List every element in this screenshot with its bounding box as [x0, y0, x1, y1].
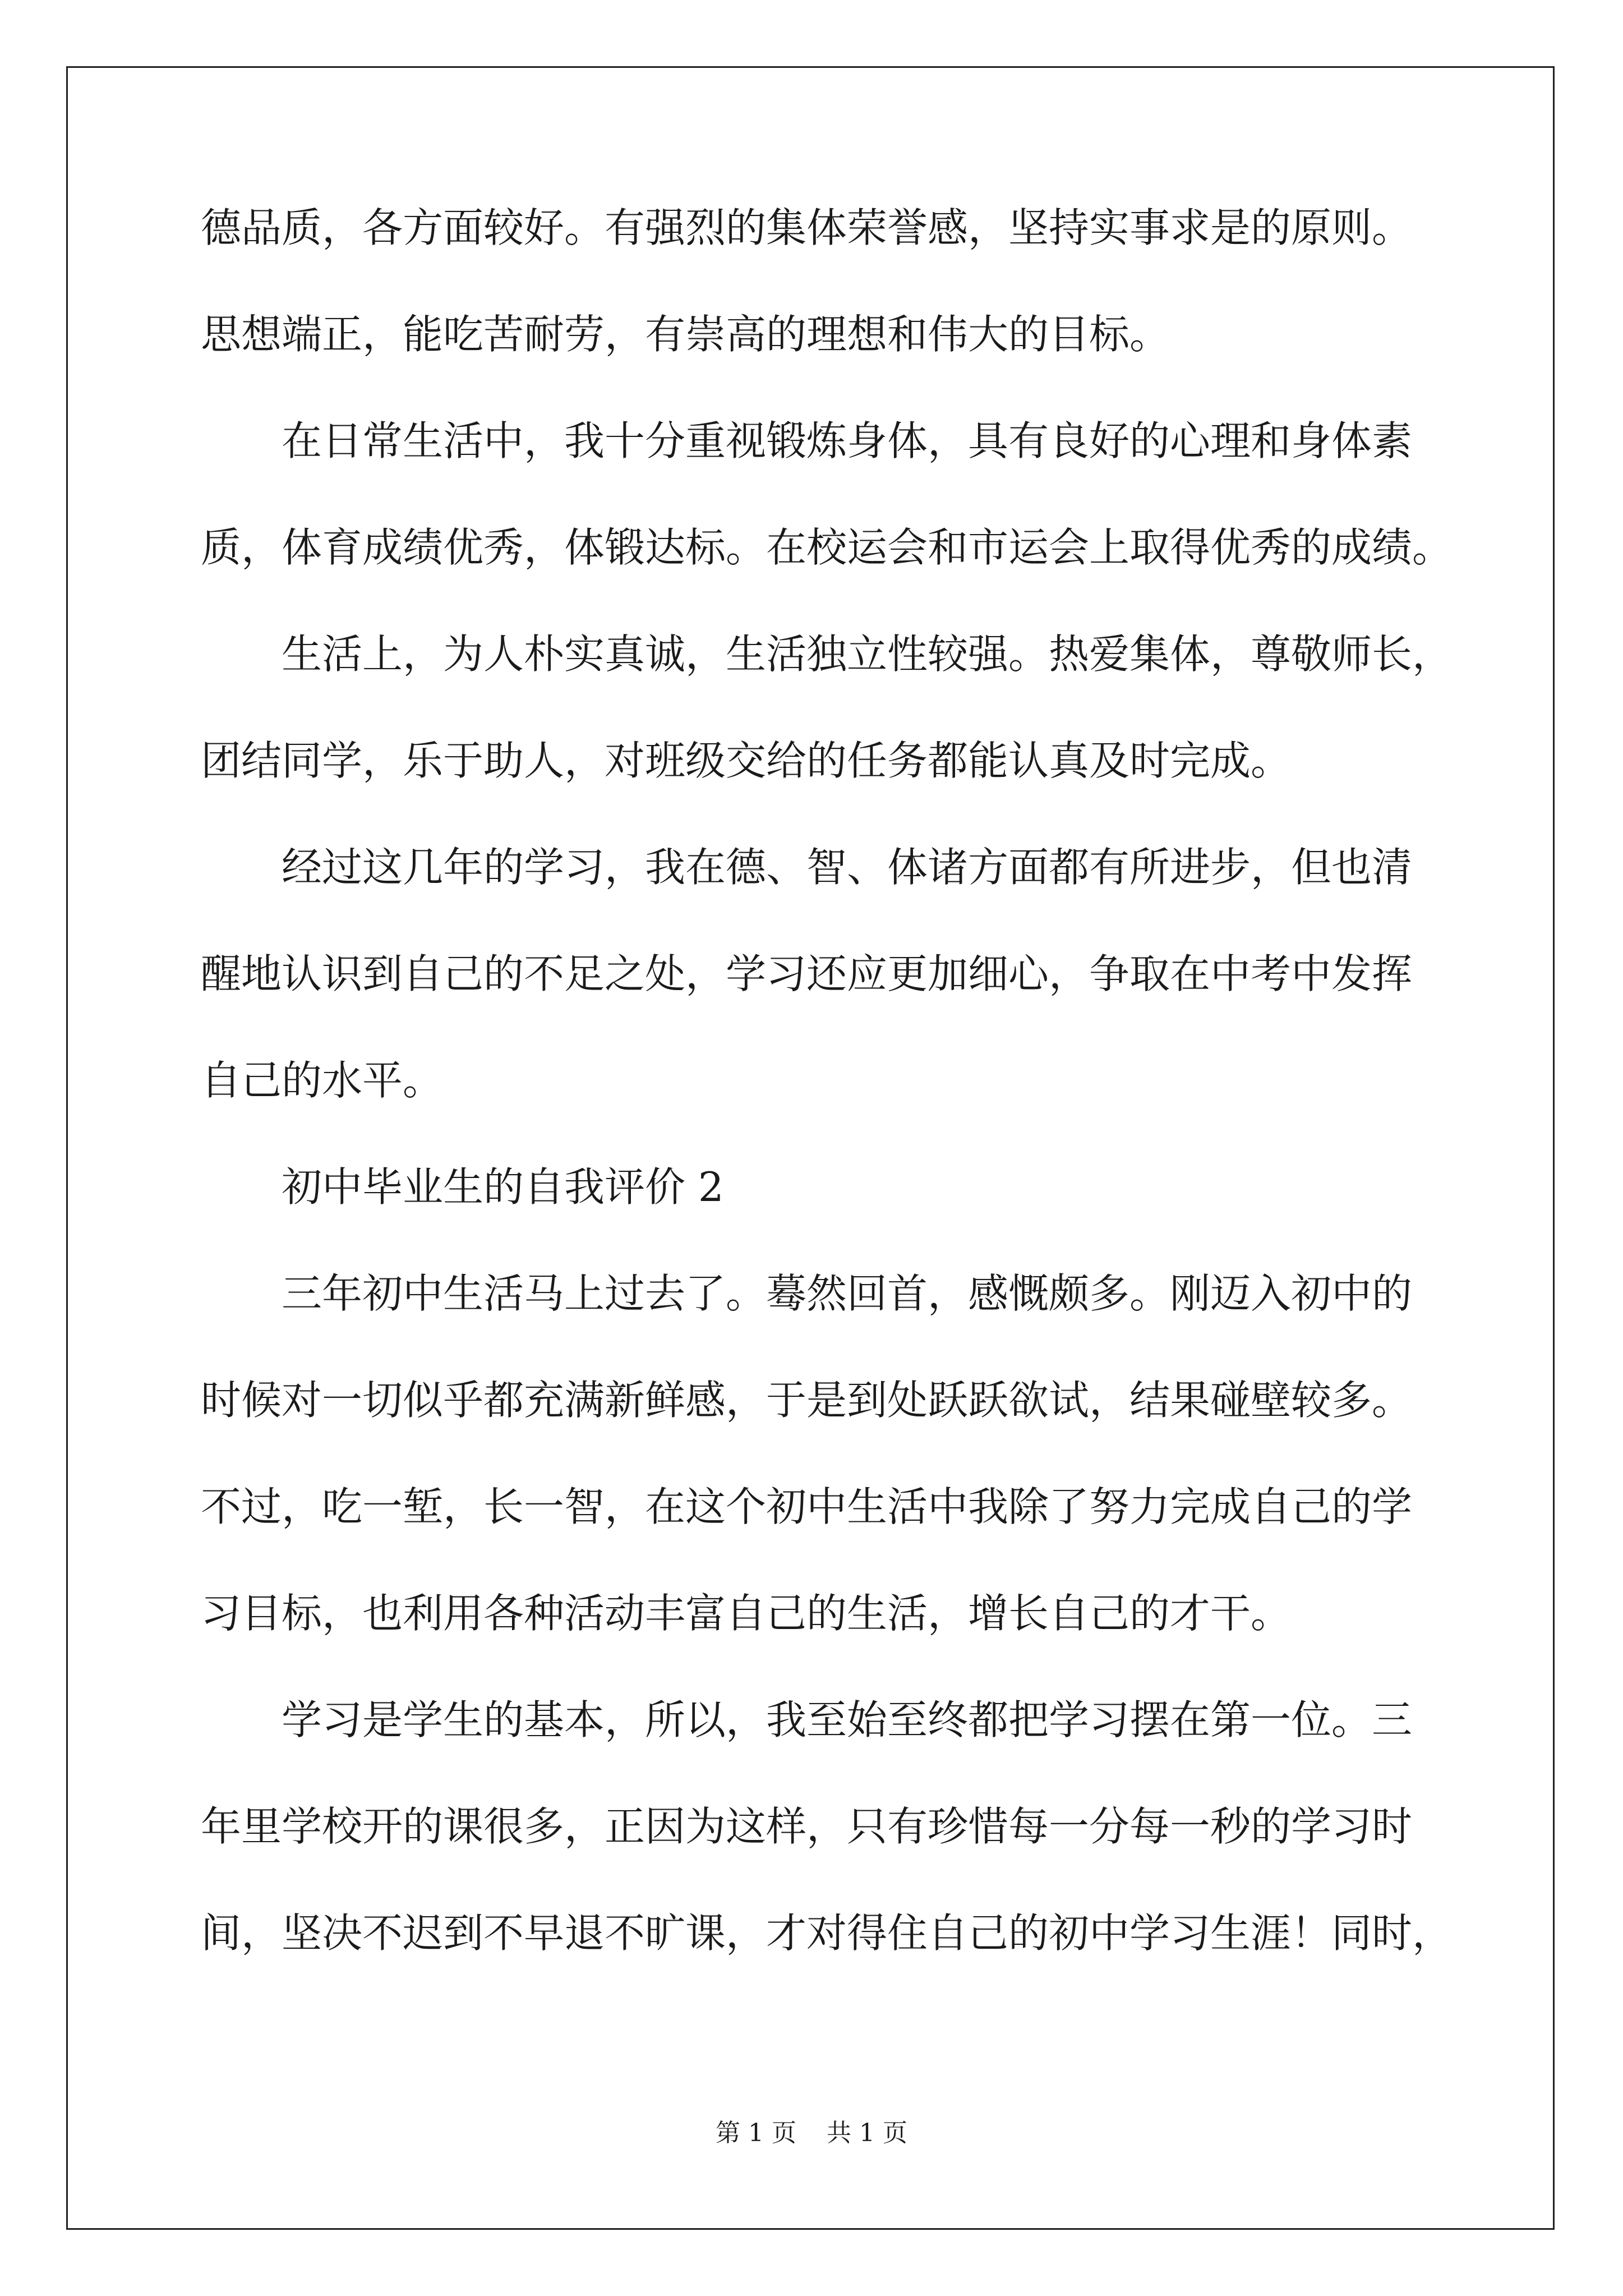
- text-line-8: 醒地认识到自己的不足之处，学习还应更加细心，争取在中考中发挥: [201, 950, 1413, 997]
- page-total: 共 1 页: [827, 2119, 907, 2147]
- text-line-7: 经过这几年的学习，我在德、智、体诸方面都有所进步，但也清: [282, 844, 1413, 891]
- text-line-9: 自己的水平。: [201, 1057, 444, 1104]
- text-line-11: 三年初中生活马上过去了。蓦然回首，感慨颇多。刚迈入初中的: [282, 1270, 1413, 1317]
- section-heading: 初中毕业生的自我评价 2: [282, 1163, 724, 1211]
- text-line-3: 在日常生活中，我十分重视锻炼身体，具有良好的心理和身体素: [282, 417, 1413, 464]
- text-line-17: 间，坚决不迟到不早退不旷课，才对得住自己的初中学习生涯！同时，: [201, 1910, 1453, 1957]
- page-number: 第 1 页: [716, 2119, 796, 2147]
- text-line-6: 团结同学，乐于助人，对班级交给的任务都能认真及时完成。: [201, 737, 1292, 784]
- text-line-15: 学习是学生的基本，所以，我至始至终都把学习摆在第一位。三: [282, 1696, 1413, 1743]
- text-line-2: 思想端正，能吃苦耐劳，有崇高的理想和伟大的目标。: [201, 311, 1170, 358]
- text-line-12: 时候对一切似乎都充满新鲜感，于是到处跃跃欲试，结果碰壁较多。: [201, 1377, 1413, 1424]
- document-body: [201, 204, 1453, 2019]
- text-line-1: 德品质，各方面较好。有强烈的集体荣誉感，坚持实事求是的原则。: [201, 204, 1413, 251]
- text-line-16: 年里学校开的课很多，正因为这样，只有珍惜每一分每一秒的学习时: [201, 1803, 1413, 1850]
- text-line-13: 不过，吃一堑，长一智，在这个初中生活中我除了努力完成自己的学: [201, 1483, 1413, 1530]
- text-line-4: 质，体育成绩优秀，体锻达标。在校运会和市运会上取得优秀的成绩。: [201, 524, 1453, 571]
- text-line-14: 习目标，也利用各种活动丰富自己的生活，增长自己的才干。: [201, 1590, 1292, 1637]
- page-footer: [0, 2113, 1623, 2148]
- text-line-5: 生活上，为人朴实真诚，生活独立性较强。热爱集体，尊敬师长，: [282, 631, 1453, 678]
